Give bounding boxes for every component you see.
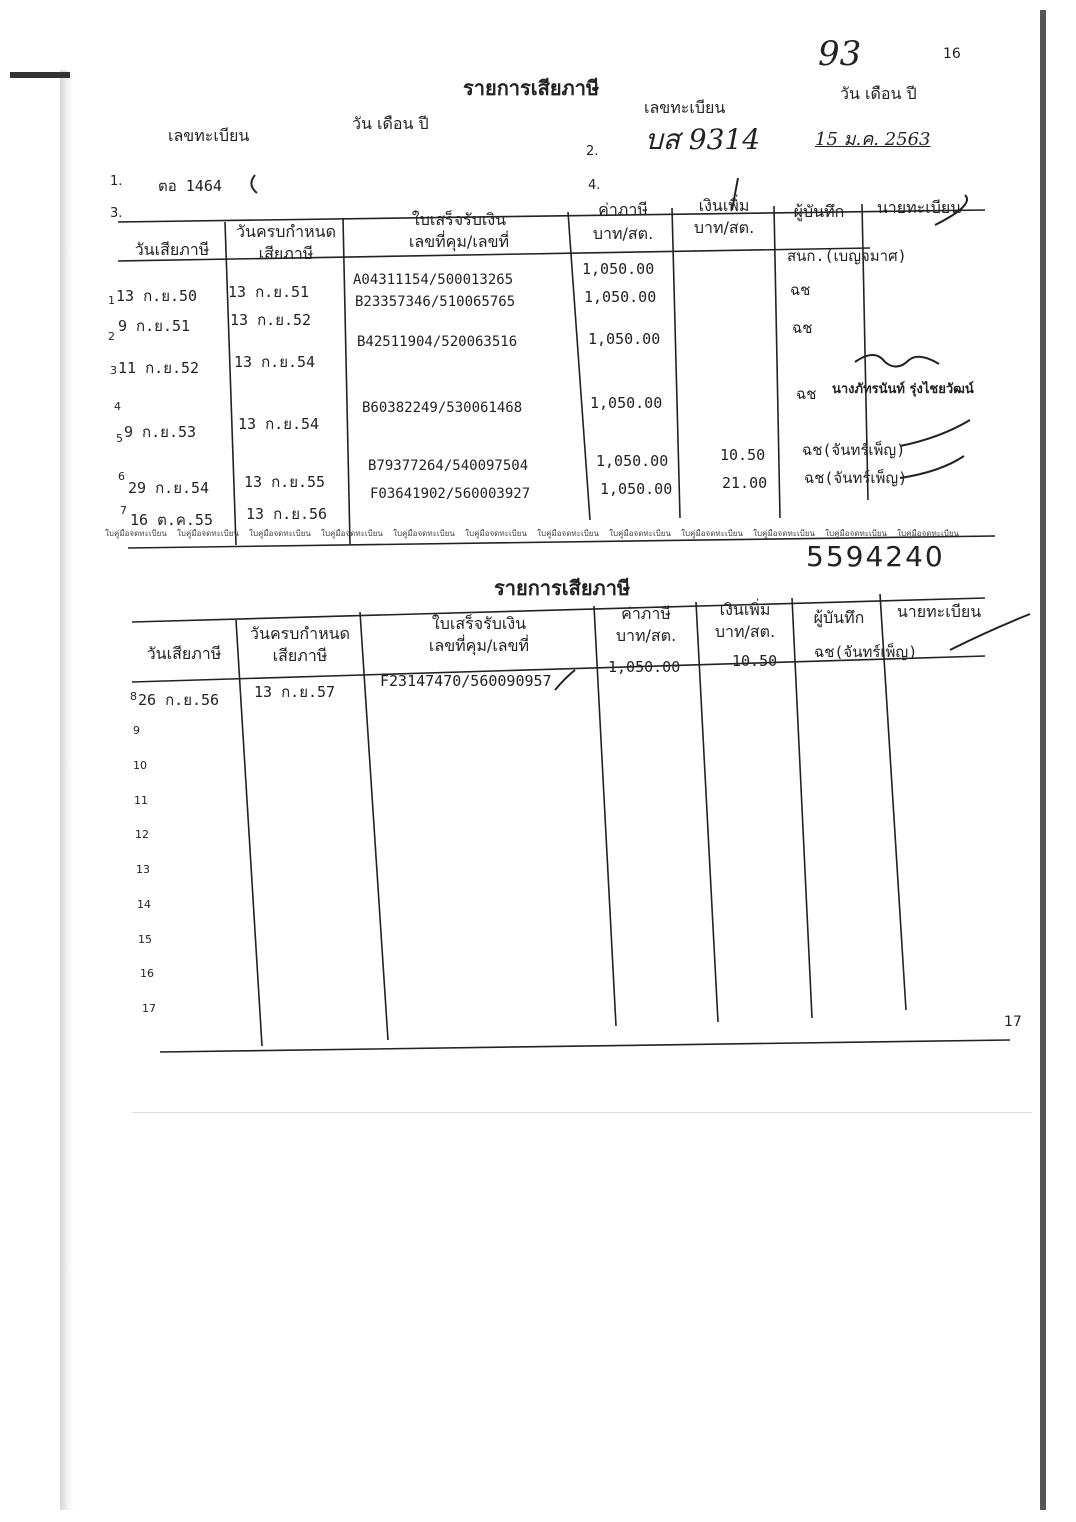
paid-date: 16 ต.ค.55 — [130, 511, 213, 529]
row-number: 9 — [133, 724, 140, 737]
recorder-name: ฉช — [790, 281, 811, 299]
due-date: 13 ก.ย.56 — [246, 505, 328, 523]
due-date: 13 ก.ย.57 — [254, 683, 336, 701]
row-number: 12 — [135, 828, 149, 841]
left-reg-label: เลขทะเบียน — [168, 126, 250, 145]
tax-amount: 1,050.00 — [596, 452, 669, 470]
receipt-number: F23147470/560090957 — [380, 672, 552, 690]
recorder-name: ฉช — [792, 319, 813, 337]
row-number: 17 — [142, 1002, 156, 1015]
extra-amount: 10.50 — [720, 446, 766, 464]
recorder-name: ฉช(จันทร์เพ็ญ) — [814, 643, 918, 661]
col-extra-2: บาท/สต. — [693, 218, 755, 237]
col-receipt-2: เลขที่คุม/เลขที่ — [428, 636, 530, 655]
receipt-number: A04311154/500013265 — [353, 272, 514, 288]
col-paid-date: วันเสียภาษี — [146, 644, 222, 663]
due-date: 13 ก.ย.51 — [228, 283, 310, 301]
tax-amount: 1,050.00 — [600, 480, 673, 498]
stamp-stripe: ใบคู่มือจดทะเบียน ใบคู่มือจดทะเบียน ใบคู่มือจดทะเบียน ใบคู่มือจดทะเบียน ใบคู่มือจดทะเบียน ใบคู่มือจดทะเบียน ใบคู่มือจดทะเบียน ใบคู่มือจดทะเบียน ใบคู่มือจดทะเบียน ใบคู่มือจดทะเบียน ใบคู่มือจดทะเบียน ใบคู่มือจดทะเบียน — [105, 529, 960, 538]
paid-date: 11 ก.ย.52 — [118, 359, 200, 377]
stamp-text: ใบคู่มือจดทะเบียน — [105, 529, 167, 538]
col-due-date-2: เสียภาษี — [272, 646, 328, 665]
col-extra-1: เงินเพิ่ม — [719, 600, 771, 619]
row-number: 14 — [137, 898, 151, 911]
row-number: 4 — [114, 400, 121, 413]
receipt-number: B42511904/520063516 — [357, 334, 518, 350]
receipt-number: B23357346/510065765 — [355, 294, 516, 310]
item-1-label: 1. — [110, 174, 123, 189]
stamp-number: 5594240 — [806, 540, 945, 573]
col-registrar: นายทะเบียน — [876, 198, 962, 217]
col-tax-2: บาท/สต. — [615, 626, 677, 645]
tax-amount: 1,050.00 — [588, 330, 661, 348]
row-number: 1 — [108, 294, 115, 307]
signature-name: นางภัทรนันท์ รุ่งไชยวัฒน์ — [832, 382, 974, 397]
extra-amount: 10.50 — [732, 652, 778, 670]
item-2-label: 2. — [586, 144, 599, 159]
title-tax-record-2: รายการเสียภาษี — [494, 576, 631, 600]
extra-amount: 21.00 — [722, 474, 768, 492]
handwritten-number: 93 — [818, 34, 862, 74]
title-tax-record-1: รายการเสียภาษี — [463, 76, 600, 100]
tax-amount: 1,050.00 — [590, 394, 663, 412]
due-date: 13 ก.ย.52 — [230, 311, 312, 329]
item-3-label: 3. — [110, 206, 123, 221]
tax-amount: 1,050.00 — [584, 288, 657, 306]
reg-date-2: 15 ม.ค. 2563 — [815, 129, 931, 150]
col-registrar: นายทะเบียน — [896, 602, 982, 621]
col-paid-date: วันเสียภาษี — [134, 240, 210, 259]
col-due-date-1: วันครบกำหนด — [250, 624, 350, 643]
recorder-name: สนก.(เบญจมาศ) — [787, 247, 907, 265]
receipt-number: B60382249/530061468 — [362, 400, 523, 416]
col-receipt-1: ใบเสร็จรับเงิน — [411, 210, 507, 229]
row-number: 10 — [133, 759, 147, 772]
paid-date: 26 ก.ย.56 — [138, 691, 220, 709]
row-number: 16 — [140, 967, 154, 980]
due-date: 13 ก.ย.55 — [244, 473, 326, 491]
left-date-label: วัน เดือน ปี — [352, 114, 429, 133]
col-extra-1: เงินเพิ่ม — [698, 196, 750, 215]
reg-number-2: บส 9314 — [645, 123, 761, 156]
page-number-top: 16 — [943, 46, 961, 62]
recorder-name: ฉช(จันทร์เพ็ญ) — [802, 441, 906, 459]
page-edge — [132, 1112, 1032, 1113]
right-date-label: วัน เดือน ปี — [840, 84, 917, 103]
right-reg-label: เลขทะเบียน — [644, 98, 726, 117]
receipt-number: F03641902/560003927 — [370, 486, 531, 502]
paid-date: 9 ก.ย.51 — [118, 317, 191, 335]
paid-date: 13 ก.ย.50 — [116, 287, 198, 305]
reg-number-1: ตอ 1464 — [158, 177, 222, 195]
col-due-date-2: เสียภาษี — [258, 244, 314, 263]
row-number: 13 — [136, 863, 150, 876]
col-tax-1: ค่าภาษี — [621, 604, 671, 623]
row-number: 5 — [116, 432, 123, 445]
row-number: 2 — [108, 330, 115, 343]
tax-amount: 1,050.00 — [582, 260, 655, 278]
col-tax-1: ค่าภาษี — [598, 200, 648, 219]
col-recorder: ผู้บันทึก — [813, 608, 865, 627]
tax-amount: 1,050.00 — [608, 658, 681, 676]
recorder-name: ฉช — [796, 385, 817, 403]
due-date: 13 ก.ย.54 — [238, 415, 320, 433]
page-number-bottom: 17 — [1004, 1014, 1022, 1030]
row-number: 15 — [138, 933, 152, 946]
col-recorder: ผู้บันทึก — [793, 202, 845, 221]
recorder-name: ฉช(จันทร์เพ็ญ) — [804, 469, 908, 487]
col-tax-2: บาท/สต. — [592, 224, 654, 243]
item-4-label: 4. — [588, 178, 601, 193]
row-number: 8 — [130, 690, 137, 703]
receipt-number: B79377264/540097504 — [368, 458, 529, 474]
row-number: 11 — [134, 794, 148, 807]
col-due-date-1: วันครบกำหนด — [236, 222, 336, 241]
row-number: 6 — [118, 470, 125, 483]
col-receipt-1: ใบเสร็จรับเงิน — [431, 614, 527, 633]
col-receipt-2: เลขที่คุม/เลขที่ — [408, 232, 510, 251]
paid-date: 9 ก.ย.53 — [124, 423, 197, 441]
row-number: 3 — [110, 364, 117, 377]
col-extra-2: บาท/สต. — [714, 622, 776, 641]
due-date: 13 ก.ย.54 — [234, 353, 316, 371]
row-number: 7 — [120, 504, 127, 517]
paid-date: 29 ก.ย.54 — [128, 479, 210, 497]
